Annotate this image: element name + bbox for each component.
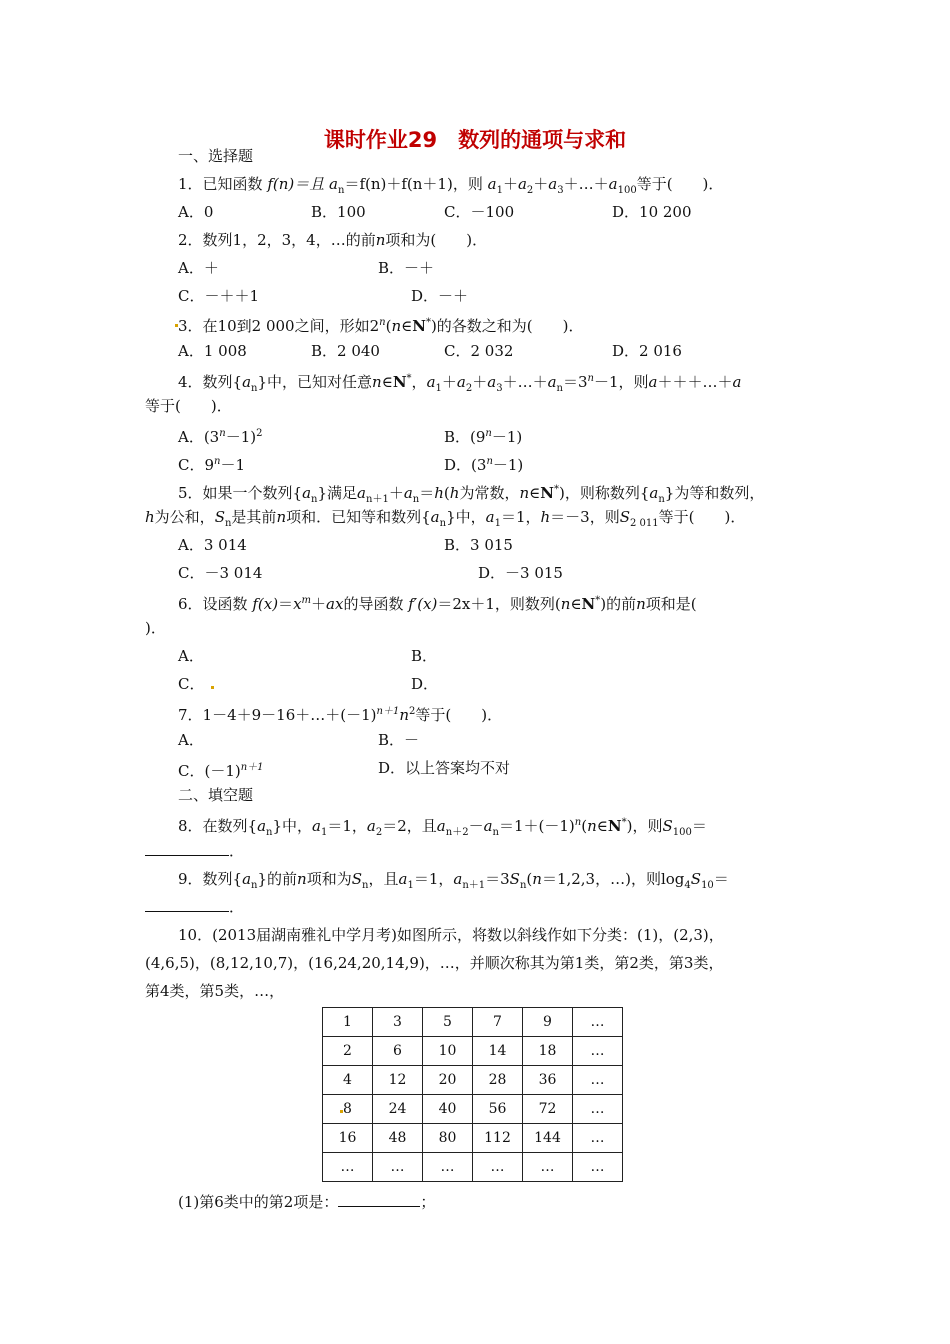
question-10-cont: (4,6,5)，(8,12,10,7)，(16,24,20,14,9)，…，并顺次称其为第1类，第2类，第3类， bbox=[145, 954, 724, 972]
question-10-sub1: (1)第6类中的第2项是： ； bbox=[178, 1193, 436, 1211]
table-row bbox=[323, 1153, 623, 1182]
question-10: 10．(2013届湖南雅礼中学月考)如图所示，将数以斜线作如下分类：(1)，(2,3)， bbox=[178, 926, 724, 944]
q2-option-c: C．－＋＋1 bbox=[178, 287, 260, 305]
question-8: 8．在数列$\{a_n\}$中，$a_1=1$，$a_2=2$，且$a_{n+2}-a_n=1+(-1)^n(n\in N^*)$，则$S_{100}=$ bbox=[178, 817, 707, 838]
table-cell: 36 bbox=[523, 1066, 573, 1095]
q3-option-d: D．2 016 bbox=[612, 342, 682, 360]
q6-option-a: A． bbox=[178, 647, 204, 665]
q5-option-c: C．－3 014 bbox=[178, 564, 263, 582]
table-cell: … bbox=[323, 1153, 373, 1182]
table-cell: … bbox=[573, 1095, 623, 1124]
question-2: 2．数列1，2，3，4，…的前n项和为( )． bbox=[178, 231, 488, 249]
stray-mark bbox=[211, 686, 214, 689]
question-1: 1．已知函数 f(n)＝且 $a_n=f(n)+f(n+1)$，则 $a_1+a_2+a_3+\dots+a_{100}$等于( )． bbox=[178, 175, 724, 196]
table-cell: 6 bbox=[373, 1037, 423, 1066]
q1-option-a: A．0 bbox=[178, 203, 214, 221]
table-cell: 5 bbox=[423, 1008, 473, 1037]
table-cell: 4 bbox=[323, 1066, 373, 1095]
table-cell: 16 bbox=[323, 1124, 373, 1153]
table-cell: 144 bbox=[523, 1124, 573, 1153]
q1-option-b: B．100 bbox=[311, 203, 366, 221]
q7-option-c: C．$(-1)^{n+1}$ bbox=[178, 762, 264, 780]
q4-option-b: B．$(9^n-1)$ bbox=[444, 428, 523, 446]
q2-option-d: D．－＋ bbox=[411, 287, 469, 305]
table-cell: 18 bbox=[523, 1037, 573, 1066]
table-cell: 56 bbox=[473, 1095, 523, 1124]
answer-blank[interactable] bbox=[145, 897, 229, 912]
table-cell: … bbox=[573, 1066, 623, 1095]
table-cell: 72 bbox=[523, 1095, 573, 1124]
table-cell: 24 bbox=[373, 1095, 423, 1124]
table-cell: … bbox=[473, 1153, 523, 1182]
q5-option-d: D．－3 015 bbox=[478, 564, 563, 582]
q6-option-d: D． bbox=[411, 675, 439, 693]
question-5-cont: h为公和，$S_n$是其前n项和．已知等和数列$\{a_n\}$中，$a_1=1$，h＝－3，则$S_{2 011}$等于( )． bbox=[145, 508, 746, 529]
table-cell: 8 bbox=[323, 1095, 373, 1124]
table-cell: … bbox=[573, 1008, 623, 1037]
table-cell: 14 bbox=[473, 1037, 523, 1066]
number-table-body bbox=[323, 1008, 623, 1182]
table-cell: 80 bbox=[423, 1124, 473, 1153]
q2-option-a: A．＋ bbox=[178, 259, 219, 277]
table-cell: … bbox=[373, 1153, 423, 1182]
table-cell: … bbox=[573, 1037, 623, 1066]
q2-option-b: B．－＋ bbox=[378, 259, 435, 277]
table-cell: 2 bbox=[323, 1037, 373, 1066]
q3-option-b: B．2 040 bbox=[311, 342, 380, 360]
table-row bbox=[323, 1095, 623, 1124]
q5-option-b: B．3 015 bbox=[444, 536, 513, 554]
q6-option-b: B． bbox=[411, 647, 438, 665]
table-cell: … bbox=[573, 1124, 623, 1153]
table-cell: 48 bbox=[373, 1124, 423, 1153]
q7-option-d: D．以上答案均不对 bbox=[378, 759, 511, 777]
table-row bbox=[323, 1124, 623, 1153]
table-cell: 40 bbox=[423, 1095, 473, 1124]
question-9-answer: ． bbox=[145, 897, 244, 917]
question-3: 3．在10到2 000之间，形如2$^n$(n∈N*)的各数之和为( )． bbox=[178, 317, 584, 335]
table-cell: 1 bbox=[323, 1008, 373, 1037]
question-7: 7．$1-4+9-16+\dots+(-1)^{n+1}n^2$等于( )． bbox=[178, 706, 503, 724]
number-table bbox=[322, 1007, 623, 1182]
table-row bbox=[323, 1066, 623, 1095]
table-cell: 20 bbox=[423, 1066, 473, 1095]
table-row bbox=[323, 1008, 623, 1037]
q1-option-c: C．－100 bbox=[444, 203, 515, 221]
q7-option-a: A． bbox=[178, 731, 204, 749]
q3-option-a: A．1 008 bbox=[178, 342, 247, 360]
q1-option-d: D．10 200 bbox=[612, 203, 692, 221]
q5-option-a: A．3 014 bbox=[178, 536, 247, 554]
question-4: 4．数列$\{a_n\}$中，已知对任意n∈N*，$a_1+a_2+a_3+\dots+a_n=3^n-1$，则a＋＋＋…＋a bbox=[178, 373, 742, 394]
stray-mark bbox=[340, 1110, 343, 1113]
page-title: 课时作业29 数列的通项与求和 bbox=[323, 128, 627, 152]
q4-option-d: D．$(3^n-1)$ bbox=[444, 456, 524, 474]
table-cell: 3 bbox=[373, 1008, 423, 1037]
q6-option-c: C． bbox=[178, 675, 205, 693]
section-choice: 一、选择题 bbox=[178, 147, 254, 165]
question-10-cont2: 第4类，第5类，…， bbox=[145, 982, 285, 1000]
table-cell: … bbox=[423, 1153, 473, 1182]
question-8-answer: ． bbox=[145, 841, 244, 861]
question-4-cont: 等于( )． bbox=[145, 397, 232, 415]
answer-blank[interactable] bbox=[338, 1192, 420, 1207]
q7-option-b: B．－ bbox=[378, 731, 420, 749]
q4-option-c: C．$9^n-1$ bbox=[178, 456, 246, 474]
q3-option-c: C．2 032 bbox=[444, 342, 514, 360]
table-cell: 112 bbox=[473, 1124, 523, 1153]
table-cell: … bbox=[523, 1153, 573, 1182]
table-cell: 28 bbox=[473, 1066, 523, 1095]
table-cell: 7 bbox=[473, 1008, 523, 1037]
table-cell: 10 bbox=[423, 1037, 473, 1066]
table-cell: … bbox=[573, 1153, 623, 1182]
table-row bbox=[323, 1037, 623, 1066]
question-5: 5．如果一个数列$\{a_n\}$满足$a_{n+1}+a_n=h(h$为常数，n∈N*)，则称数列$\{a_n\}$为等和数列， bbox=[178, 484, 765, 505]
q4-option-a: A．$(3^n-1)^2$ bbox=[178, 428, 263, 446]
question-6-cont: )． bbox=[145, 619, 166, 637]
table-cell: 9 bbox=[523, 1008, 573, 1037]
answer-blank[interactable] bbox=[145, 841, 229, 856]
table-cell: 12 bbox=[373, 1066, 423, 1095]
question-9: 9．数列$\{a_n\}$的前n项和为$S_n$，且$a_1=1$，$a_{n+1}=3S_n(n=1,2,3$，…)，则$\log_4S_{10}=$ bbox=[178, 870, 729, 891]
section-fill: 二、填空题 bbox=[178, 786, 254, 804]
question-6: 6．设函数 $f(x)=x^m+ax$的导函数 f′(x)＝2x＋1，则数列(n∈N*)的前n项和是( bbox=[178, 595, 697, 613]
